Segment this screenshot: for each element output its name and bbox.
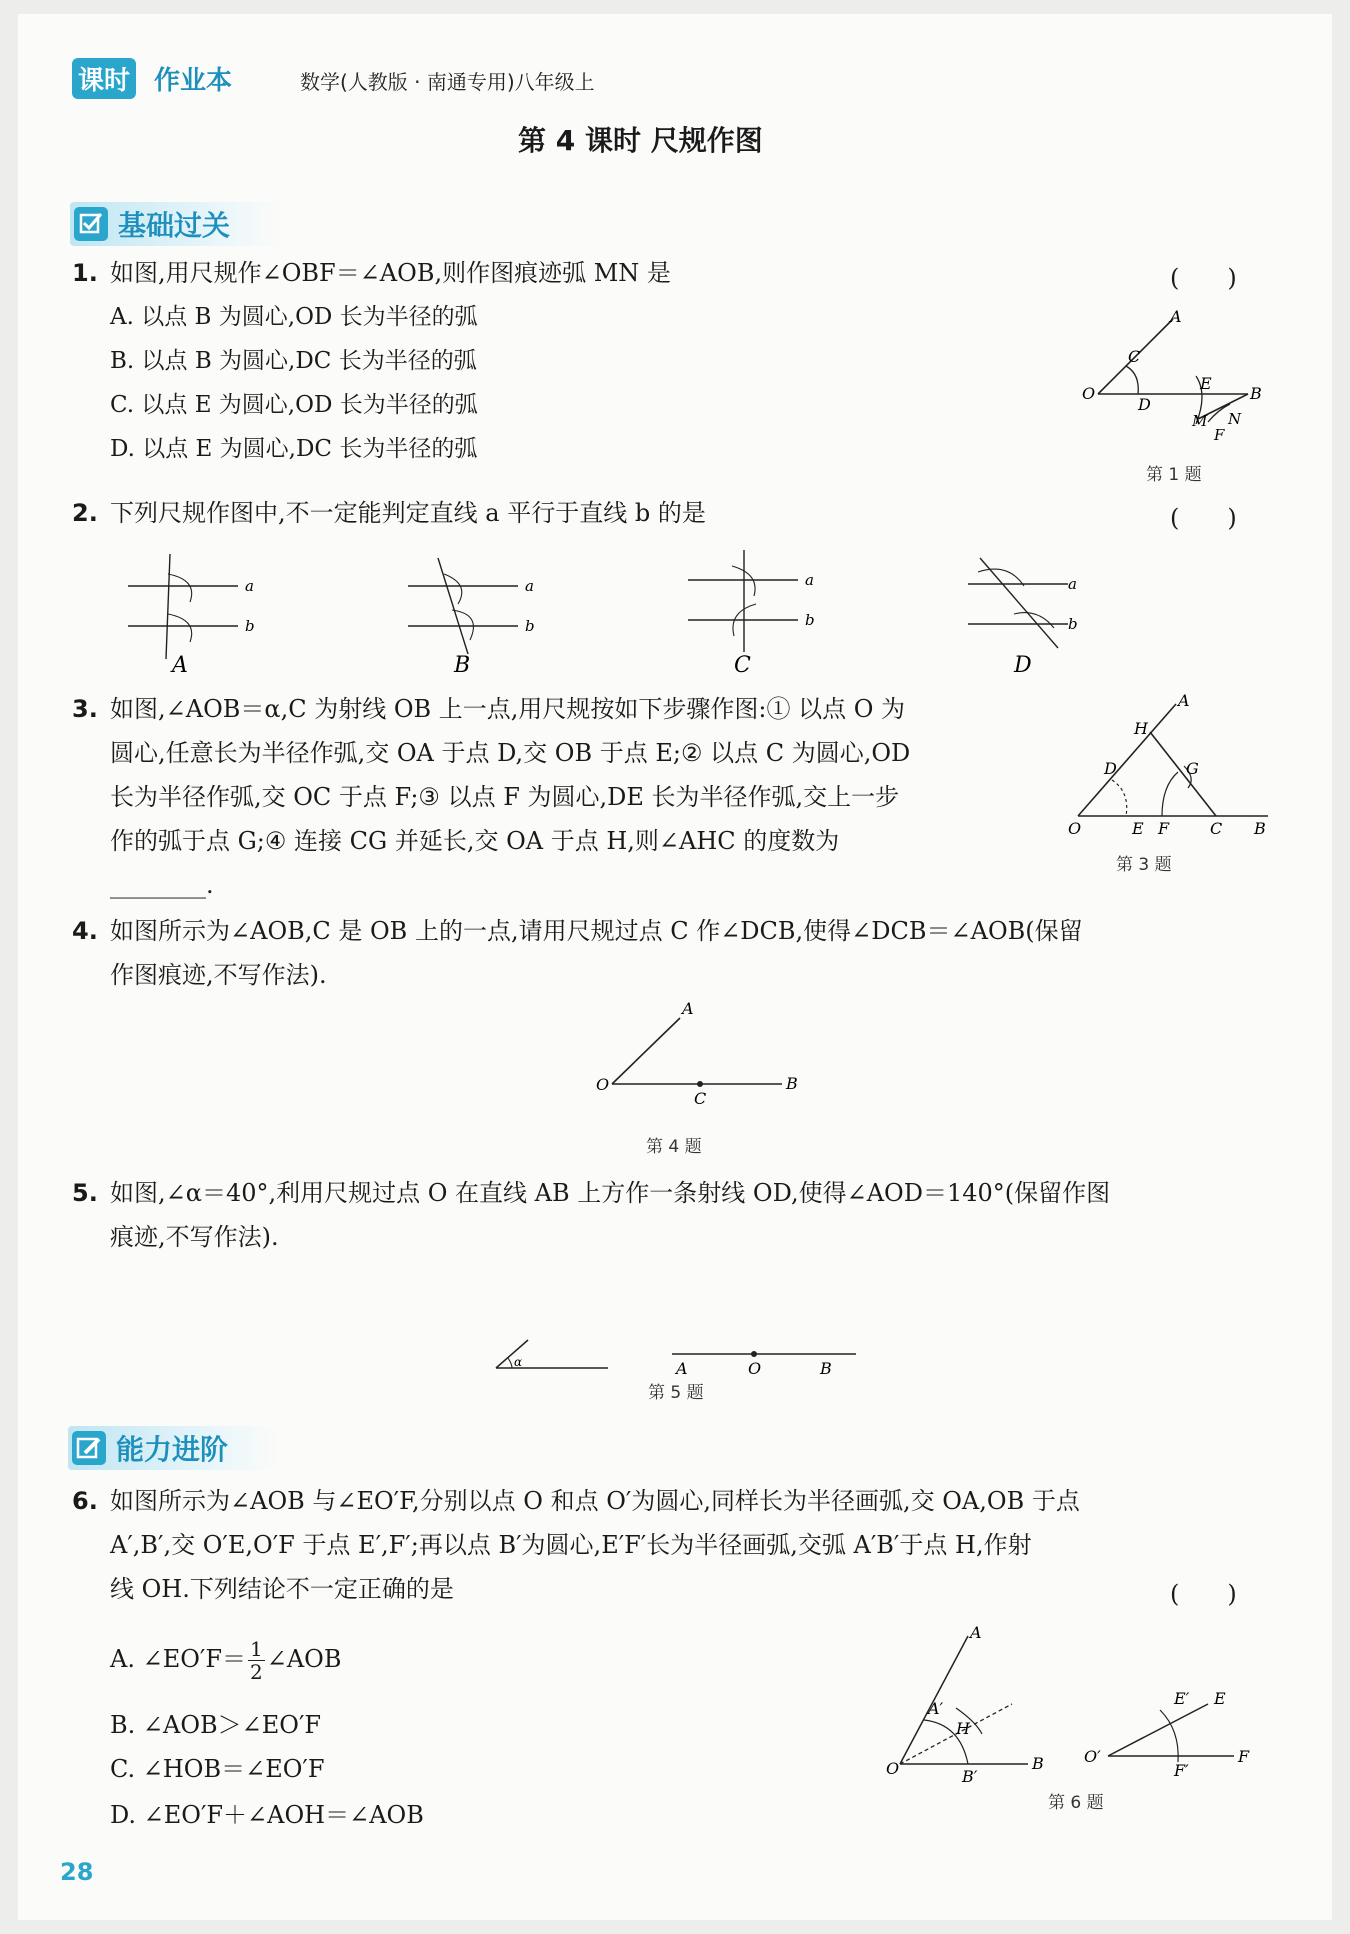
q3-label-g: G: [1186, 759, 1199, 778]
q2-number: 2.: [72, 499, 98, 527]
q6-label-b-prime: B′: [962, 1767, 978, 1786]
svg-text:b: b: [1068, 615, 1078, 633]
q3-label-d: D: [1104, 759, 1117, 778]
q4-label-c: C: [694, 1089, 707, 1108]
q6-line-1: 如图所示为∠AOB 与∠EO′F,分别以点 O 和点 O′为圆心,同样长为半径画弧,交 OA,OB 于点: [110, 1487, 1080, 1515]
svg-text:a: a: [245, 577, 254, 595]
q5-line-2: 痕迹,不写作法).: [110, 1223, 279, 1251]
pencil-icon: [72, 1431, 106, 1465]
q1-label-e: E: [1200, 374, 1212, 393]
q2-choice-d: D: [1014, 653, 1032, 678]
q1-stem: 如图,用尺规作∠OBF＝∠AOB,则作图痕迹弧 MN 是: [110, 259, 671, 287]
q1-label-m: M: [1192, 412, 1208, 430]
q3-line-4: 作的弧于点 G;④ 连接 CG 并延长,交 OA 于点 H,则∠AHC 的度数为: [110, 827, 840, 855]
svg-text:b: b: [805, 611, 815, 629]
q6-answer-paren: ( ): [1170, 1580, 1237, 1608]
svg-text:a: a: [525, 577, 534, 595]
q1-label-o: O: [1082, 384, 1096, 403]
q1-figure: [1068, 304, 1288, 454]
q5-line-1: 如图,∠α＝40°,利用尺规过点 O 在直线 AB 上方作一条射线 OD,使得∠AOD＝140°(保留作图: [110, 1179, 1111, 1207]
section-basic-title: 基础过关: [118, 209, 231, 242]
q2-answer-paren: ( ): [1170, 504, 1237, 532]
q6-label-h: H: [956, 1719, 970, 1738]
q6-label-a: A: [970, 1624, 982, 1642]
q4-line-2: 作图痕迹,不写作法).: [110, 961, 327, 989]
q1-option-a: A. 以点 B 为圆心,OD 长为半径的弧: [110, 304, 478, 330]
q6-label-e-prime: E′: [1174, 1689, 1190, 1708]
q1-option-b: B. 以点 B 为圆心,DC 长为半径的弧: [110, 348, 477, 374]
section-basic: [70, 202, 280, 246]
q6-label-o: O: [886, 1759, 900, 1778]
q5-label-alpha: α: [514, 1355, 523, 1369]
checkbox-icon: [74, 207, 108, 241]
svg-text:a: a: [1068, 575, 1077, 593]
q5-label-a: A: [676, 1359, 688, 1378]
q2-choice-a: A: [172, 653, 188, 678]
q6-option-a: A. ∠EO′F＝ $\frac{1}{2}$ ∠AOB: [110, 1637, 342, 1684]
q4-number: 4.: [72, 917, 98, 945]
q6-number: 6.: [72, 1487, 98, 1515]
q1-answer-paren: ( ): [1170, 264, 1237, 292]
q1-label-b: B: [1250, 384, 1262, 403]
q5-label-o: O: [748, 1359, 762, 1378]
q6-label-b: B: [1032, 1754, 1044, 1773]
q4-label-o: O: [596, 1075, 610, 1094]
q3-label-o: O: [1068, 819, 1082, 838]
q3-label-a: A: [1178, 691, 1190, 710]
q2-stem: 下列尺规作图中,不一定能判定直线 a 平行于直线 b 的是: [110, 499, 706, 527]
q5-label-b: B: [820, 1359, 832, 1378]
q1-label-c: C: [1128, 347, 1141, 366]
svg-text:a: a: [805, 571, 814, 589]
q2-figure-b: [408, 558, 535, 678]
q3-caption: 第 3 题: [1116, 855, 1172, 875]
q1-number: 1.: [72, 259, 98, 287]
q4-caption: 第 4 题: [646, 1137, 702, 1157]
q1-label-d: D: [1138, 395, 1151, 414]
header: [72, 58, 772, 98]
q6-label-e: E: [1214, 1689, 1226, 1708]
q2-choice-c: C: [734, 653, 751, 678]
q6-caption: 第 6 题: [1048, 1793, 1104, 1813]
q1-option-d: D. 以点 E 为圆心,DC 长为半径的弧: [110, 436, 478, 462]
q3-line-1: 如图,∠AOB＝α,C 为射线 OB 上一点,用尺规按如下步骤作图:① 以点 O 为: [110, 695, 906, 723]
q3-label-f: F: [1158, 819, 1170, 838]
q3-line-3: 长为半径作弧,交 OC 于点 F;③ 以点 F 为圆心,DE 长为半径作弧,交上一步: [110, 783, 900, 811]
q6-line-2: A′,B′,交 O′E,O′F 于点 E′,F′;再以点 B′为圆心,E′F′长为半径画弧,交弧 A′B′于点 H,作射: [110, 1531, 1032, 1559]
q6-label-f: F: [1238, 1747, 1250, 1766]
q2-figure-a: [128, 554, 255, 678]
q4-label-b: B: [786, 1074, 798, 1093]
q1-label-a: A: [1170, 307, 1182, 326]
book-subtitle: 数学(人教版 · 南通专用)八年级上: [300, 70, 595, 94]
q6-option-b: B. ∠AOB＞∠EO′F: [110, 1711, 322, 1739]
svg-text:b: b: [245, 617, 255, 635]
workbook-page: [18, 14, 1332, 1920]
logo-badge: 课时: [72, 58, 136, 99]
q6-option-d: D. ∠EO′F＋∠AOH＝∠AOB: [110, 1801, 424, 1829]
q4-line-1: 如图所示为∠AOB,C 是 OB 上的一点,请用尺规过点 C 作∠DCB,使得∠DCB＝∠AOB(保留: [110, 917, 1083, 945]
q1-option-c: C. 以点 E 为圆心,OD 长为半径的弧: [110, 392, 478, 418]
q3-answer-blank: ________.: [110, 871, 214, 899]
section-advanced: [68, 1426, 278, 1470]
q6-option-c: C. ∠HOB＝∠EO′F: [110, 1755, 325, 1783]
q6-line-3: 线 OH.下列结论不一定正确的是: [110, 1575, 454, 1603]
q3-label-e: E: [1132, 819, 1144, 838]
svg-text:b: b: [525, 617, 535, 635]
q3-line-2: 圆心,任意长为半径作弧,交 OA 于点 D,交 OB 于点 E;② 以点 C 为圆心,OD: [110, 739, 911, 767]
q1-label-n: N: [1228, 410, 1242, 428]
q2-figure-d: [968, 558, 1078, 678]
q5-caption: 第 5 题: [648, 1383, 704, 1403]
q2-choice-b: B: [454, 653, 471, 678]
q4-figure: [578, 994, 818, 1114]
q3-label-b: B: [1254, 819, 1266, 838]
section-advanced-title: 能力进阶: [116, 1433, 229, 1466]
q1-label-f: F: [1214, 426, 1225, 444]
page-number: 28: [60, 1858, 94, 1886]
q6-label-a-prime: A′: [928, 1699, 944, 1718]
q3-label-c: C: [1210, 819, 1223, 838]
q3-figure: [1058, 682, 1288, 852]
q6-label-o-prime: O′: [1084, 1747, 1101, 1766]
q3-label-h: H: [1134, 719, 1148, 738]
q1-caption: 第 1 题: [1146, 465, 1202, 485]
q5-figure: [488, 1324, 888, 1384]
lesson-title: 第 4 课时 尺规作图: [518, 124, 763, 157]
q3-number: 3.: [72, 695, 98, 723]
q2-figure-c: [688, 550, 815, 678]
q6-label-f-prime: F′: [1174, 1761, 1189, 1780]
q6-figure: [878, 1624, 1298, 1794]
q5-number: 5.: [72, 1179, 98, 1207]
logo-text: 作业本: [154, 66, 233, 96]
q2-figure: [108, 544, 1088, 684]
q4-label-a: A: [682, 999, 694, 1018]
